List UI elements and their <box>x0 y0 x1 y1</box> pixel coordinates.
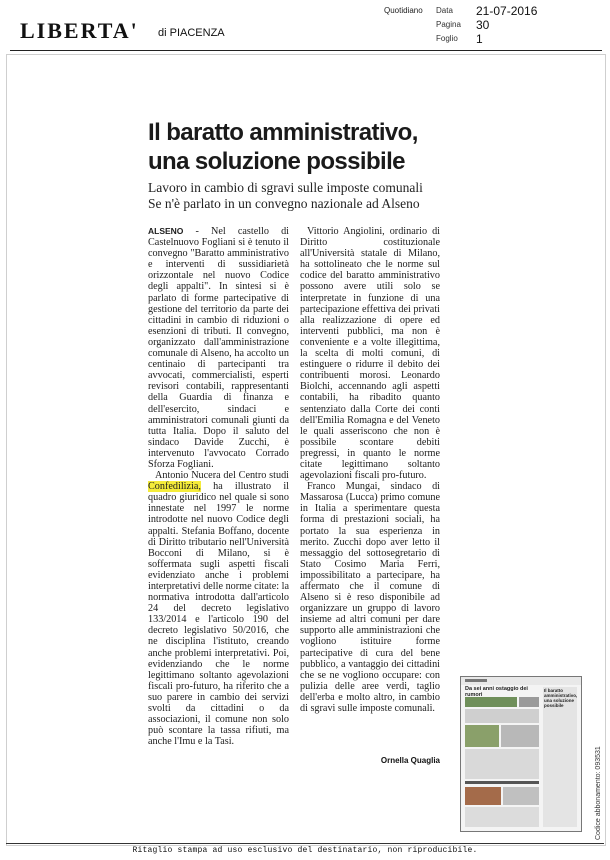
subtitle-line: Lavoro in cambio di sgravi sulle imposte comunali <box>148 180 423 195</box>
highlighted-keyword: Confedilizia, <box>148 481 201 493</box>
headline-line: una soluzione possibile <box>148 148 405 175</box>
paragraph-text: ha illustrato il quadro giuridico nel quale si sono innestate nel 1997 le norme introdotte nel nuovo Codice degli appalti. Stefania Boffano, docente di Diritto tributario nell'Università Bocconi di Milano, si è soffermata sugli aspetti fiscali evidenziato anche i problemi interpretativi delle norme citate: la normativa introdotta dall'articolo 24 del decreto legislativo 133/2014 e l'articolo 190 del decreto legislativo 50/2016, che ne disciplina l'istituto, creando anche problemi interpretativi. Poi, evidenziando che le norme legittimano soltanto agevolazioni fiscali pro-futuro, ha riferito che a suo parere in cambio dei servizi svolti da cittadini o da associazioni, il comune non solo può scontare la tassa rifiuti, ma anche l'Imu e la Tasi. <box>148 481 289 748</box>
paragraph-text: - Nel castello di Castelnuovo Fogliani si è tenuto il convegno "Baratto amministrativo e interventi di sussidiarietà orizzontale nel nuovo Codice degli appalti". In sintesi si è parlato di forme partecipative di gestione del territorio da parte dei cittadini in cambio di riduzioni o esenzioni di tributi. Il convegno, organizzato dall'amministrazione comunale di Alseno, ha accolto un centinaio di partecipanti tra avvocati, commercialisti, esperti revisori contabili, rappresentanti della Guardia di finanza e dell'esercito, sindaci e amministratori comunali giunti da tutta Italia. Dopo il saluto del sindaco Davide Zucchi, è intervenuto l'avvocato Corrado Sforza Fogliani. <box>148 226 289 470</box>
meta-label: Data <box>436 6 453 15</box>
thumbnail-side-title: Il baratto amministrativo, una soluzione possibile <box>544 688 578 708</box>
headline-line: Il baratto amministrativo, <box>148 119 418 146</box>
paragraph <box>148 470 289 747</box>
subscription-code <box>588 740 602 840</box>
metadata-box <box>432 4 602 48</box>
paragraph-text: Antonio Nucera del Centro studi <box>155 470 289 482</box>
subscription-code-text: Codice abbonamento: 093531 <box>595 746 602 840</box>
thumbnail-headline: Da sei anni ostaggio dei rumori <box>465 686 528 698</box>
article-headline <box>148 118 468 176</box>
article-column-2 <box>300 226 440 714</box>
paragraph <box>148 226 289 470</box>
header-divider <box>10 50 602 51</box>
newspaper-city: di PIACENZA <box>158 27 225 39</box>
footer-disclaimer: Ritaglio stampa ad uso esclusivo del destinatario, non riproducibile. <box>132 846 478 855</box>
article-column-1 <box>148 226 289 747</box>
meta-label: Foglio <box>436 34 458 43</box>
paragraph: Vittorio Angiolini, ordinario di Diritto costituzionale all'Università statale di Milano, ha sottolineato che le norme sul codice del baratto amministrativo possono avere utili solo se interpretate in funzione di una partecipazione effettiva dei privati alla realizzazione di opere ed interventi pubblici, ma non è conveniente e a volte illegittima, la scelta di molti comuni, di estinguere o ridurre il debito dei contribuenti morosi. Leonardo Biolchi, accennando agli aspetti contabili, ha ribadito quanto sentenziato dalla Corte dei conti dell'Emilia Romagna e del Veneto le quali asseriscono che non è possibile scontare debiti pregressi, in quanto le norme citate legittimano soltanto agevolazioni fiscali pro-futuro. <box>300 226 440 482</box>
subtitle-line: Se n'è parlato in un convegno nazionale ad Alseno <box>148 196 420 211</box>
meta-value: 1 <box>476 32 483 46</box>
meta-label: Pagina <box>436 20 461 29</box>
footer-bar <box>6 843 604 858</box>
article-subtitle <box>148 180 478 212</box>
newspaper-logo: LIBERTA' <box>20 18 139 43</box>
dateline-place: ALSENO <box>148 226 184 236</box>
meta-row-date <box>432 4 602 17</box>
meta-row-page <box>432 18 602 31</box>
paragraph: Franco Mungai, sindaco di Massarosa (Lucca) primo comune in Italia a sperimentare questa forma di prestazioni sociali, ha portato la sua esperienza in merito. Zucchi dopo aver letto il messaggio del sottosegretario di Stato Cosimo Maria Ferri, impossibilitato a partecipare, ha affermato che il comune di Alseno si è reso disponibile ad organizzare un gruppo di lavoro insieme ad altri comuni per dare supporto alle amministrazioni che vogliono istituire forme partecipative di cura del bene pubblico, a vantaggio dei cittadini che se ne vogliono occupare: con pulizia delle aree verdi, taglio dell'erba e molto altro, in cambio di sgravi sulle imposte comunali. <box>300 481 440 715</box>
page-thumbnail <box>460 676 582 832</box>
publication-type: Quotidiano <box>384 6 423 15</box>
meta-value: 30 <box>476 18 490 32</box>
author-signature: Ornella Quaglia <box>380 756 440 765</box>
meta-row-sheet <box>432 32 602 45</box>
meta-value: 21-07-2016 <box>476 4 538 18</box>
